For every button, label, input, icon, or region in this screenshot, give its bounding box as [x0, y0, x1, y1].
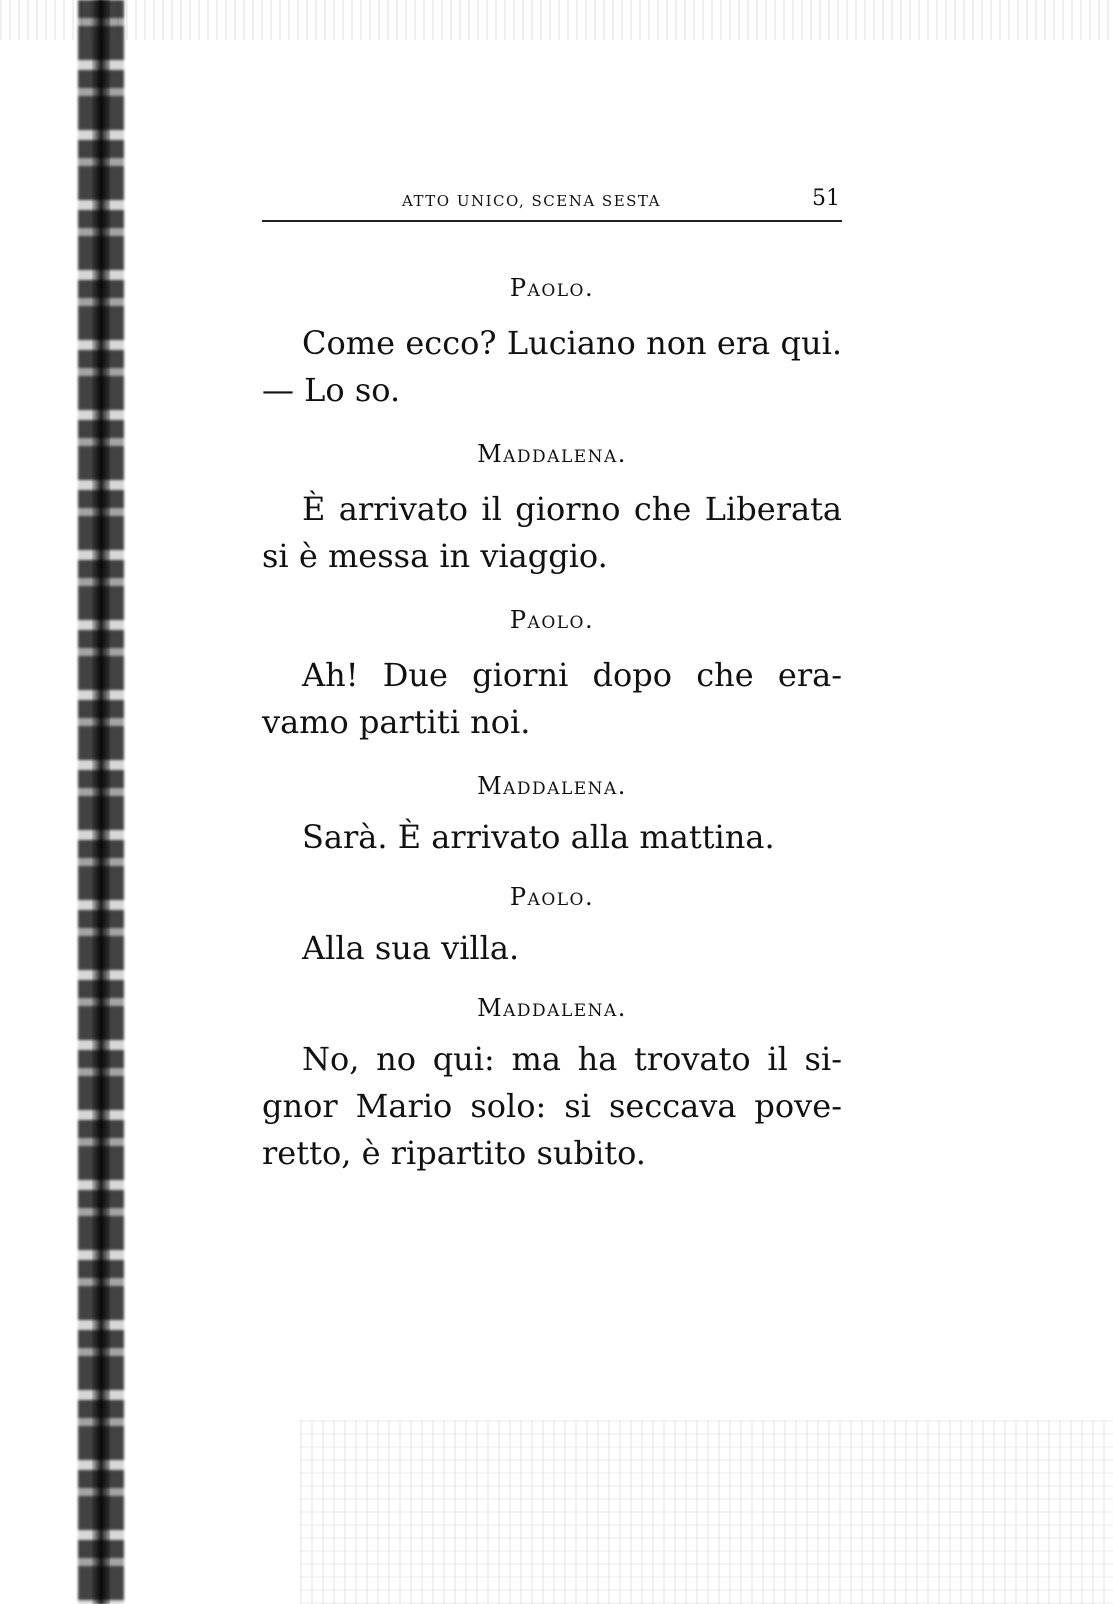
binding-shadow-core: [92, 0, 110, 1604]
scan-noise-top: [0, 0, 1113, 40]
dialogue-line: gnor Mario solo: si seccava pove-: [262, 1087, 842, 1125]
dialogue-line: Ah! Due giorni dopo che era-: [302, 656, 842, 694]
book-page: [262, 180, 842, 1177]
dialogue-line: si è messa in viaggio.: [262, 537, 608, 575]
dialogue-line: È arrivato il giorno che Liberata: [302, 490, 842, 528]
speaker-name: Maddalena.: [477, 440, 627, 468]
dialogue-line: Alla sua villa.: [302, 929, 520, 967]
speaker-name: Paolo.: [509, 274, 595, 302]
speaker-name: Maddalena.: [477, 772, 627, 800]
dialogue-line: retto, è ripartito subito.: [262, 1134, 646, 1172]
dialogue-line: Sarà. È arrivato alla mattina.: [302, 818, 775, 856]
speaker-name: Maddalena.: [477, 994, 627, 1022]
dialogue-line: vamo partiti noi.: [262, 703, 531, 741]
dialogue-line: No, no qui: ma ha trovato il si-: [302, 1040, 842, 1078]
dialogue-line: Come ecco? Luciano non era qui.: [302, 324, 842, 362]
page-number: 51: [812, 186, 840, 211]
running-title: ATTO UNICO, SCENA SESTA: [402, 192, 661, 210]
dialogue-line: — Lo so.: [262, 371, 401, 409]
speaker-name: Paolo.: [509, 606, 595, 634]
speaker-name: Paolo.: [509, 883, 595, 911]
scan-noise-bottom: [300, 1420, 1113, 1604]
running-head: [262, 180, 842, 222]
